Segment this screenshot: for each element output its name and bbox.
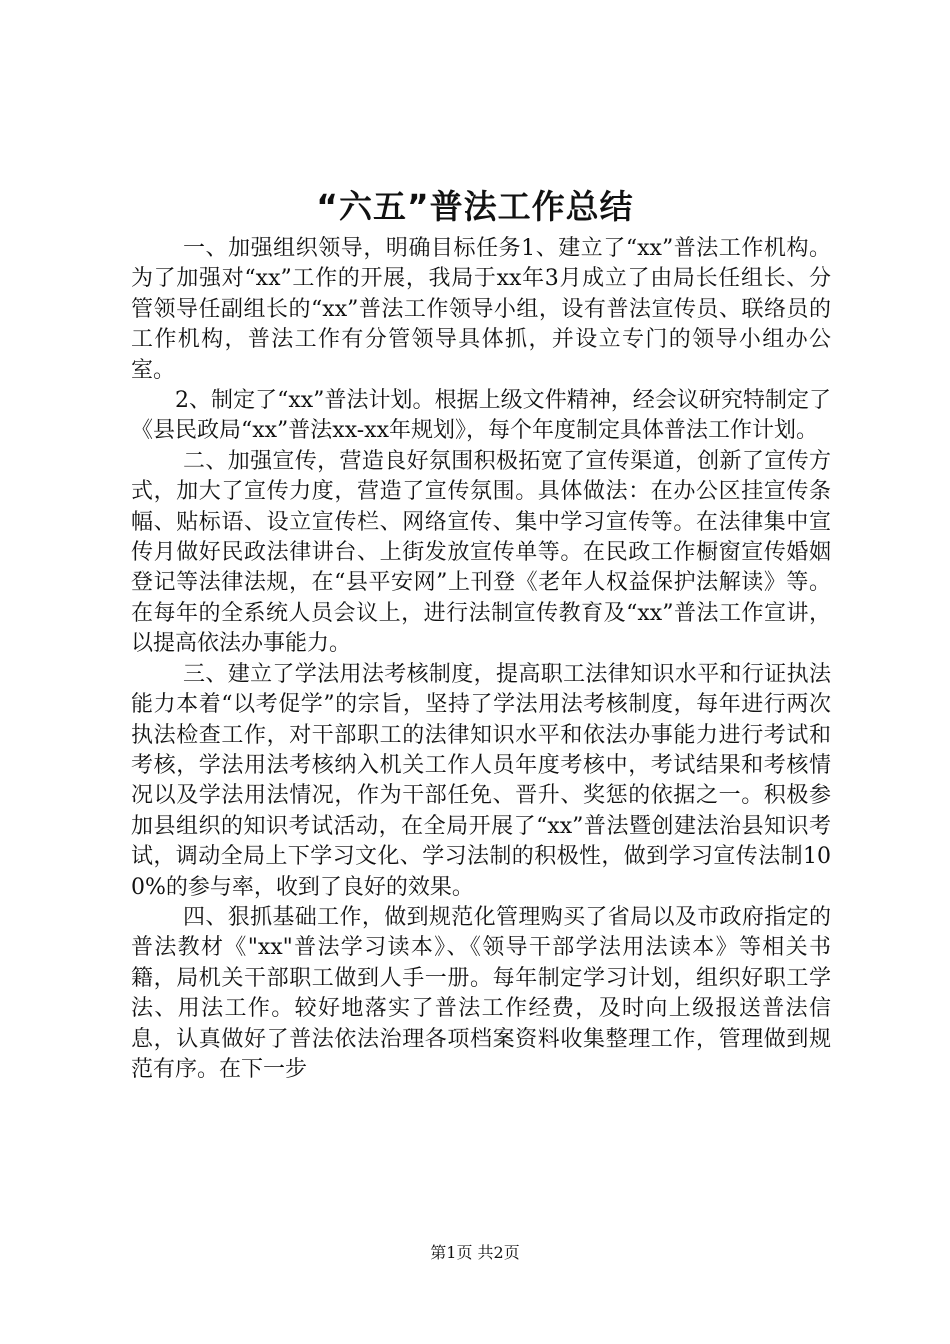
- paragraph-assessment: 三、建立了学法用法考核制度，提高职工法律知识水平和行证执法能力本着“以考促学”的宗旨，坚持了学法用法考核制度，每年进行两次执法检查工作，对干部职工的法律知识水平和依法办事能力进行考试和考核，学法用法考核纳入机关工作人员年度考核中，考试结果和考核情况以及学法用法情况，作为干部任免、晋升、奖惩的依据之一。积极参加县组织的知识考试活动，在全局开展了“xx”普法暨创建法治县知识考试，调动全局上下学习文化、学习法制的积极性，做到学习宣传法制100%的参与率，收到了良好的效果。: [131, 661, 831, 900]
- paragraph-organization: 一、加强组织领导，明确目标任务1、建立了“xx”普法工作机构。为了加强对“xx”工作的开展，我局于xx年3月成立了由局长任组长、分管领导任副组长的“xx”普法工作领导小组，设有普法宣传员、联络员的工作机构，普法工作有分管领导具体抓，并设立专门的领导小组办公室。: [131, 236, 831, 383]
- document-title: “六五”普法工作总结: [316, 187, 634, 226]
- document-body: [131, 234, 831, 1085]
- paragraph-publicity: 二、加强宣传，营造良好氛围积极拓宽了宣传渠道，创新了宣传方式，加大了宣传力度，营造了宣传氛围。具体做法：在办公区挂宣传条幅、贴标语、设立宣传栏、网络宣传、集中学习宣传等。在法律集中宣传月做好民政法律讲台、上街发放宣传单等。在民政工作橱窗宣传婚姻登记等法律法规，在“县平安网”上刊登《老年人权益保护法解读》等。在每年的全系统人员会议上，进行法制宣传教育及“xx”普法工作宣讲，以提高依法办事能力。: [131, 448, 831, 657]
- paragraph-plan: 2、制定了“xx”普法计划。根据上级文件精神，经会议研究特制定了《县民政局“xx”普法xx-xx年规划》，每个年度制定具体普法工作计划。: [131, 388, 831, 444]
- paragraph-foundation: 四、狠抓基础工作，做到规范化管理购买了省局以及市政府指定的普法教材《"xx"普法学习读本》、《领导干部学法用法读本》等相关书籍，局机关干部职工做到人手一册。每年制定学习计划，组织好职工学法、用法工作。较好地落实了普法工作经费，及时向上级报送普法信息，认真做好了普法依法治理各项档案资料收集整理工作，管理做到规范有序。在下一步: [131, 904, 831, 1082]
- page-number-footer: 第1页 共2页: [430, 1243, 520, 1262]
